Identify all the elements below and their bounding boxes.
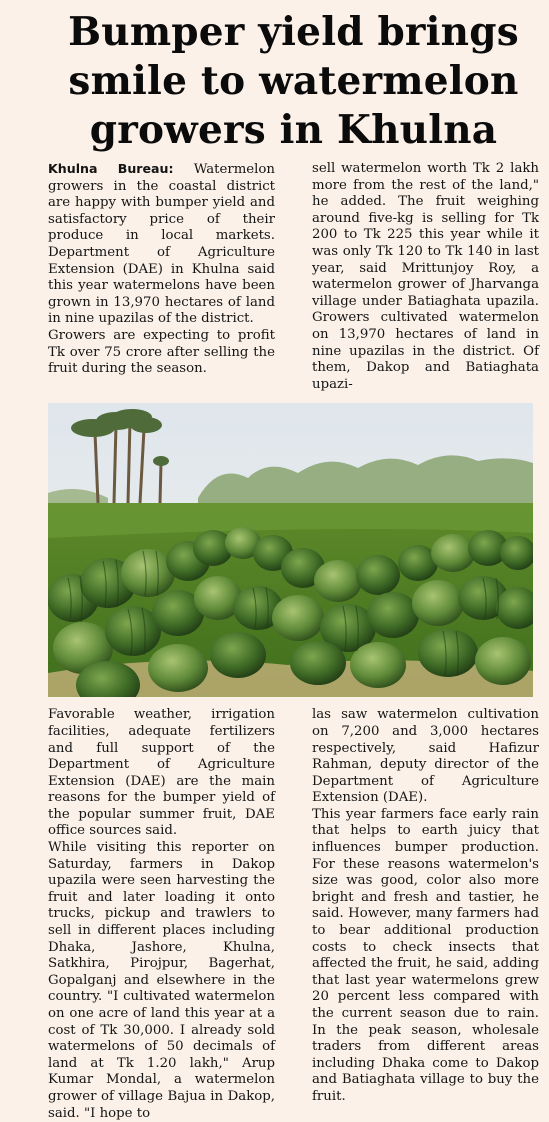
top-columns xyxy=(48,161,539,393)
bottom-right-paragraph-2: This year farmers face early rain that helps to earth juicy that influences bumper production. For these reasons watermelon's size was good, color also more bright and fresh and tastier, he said. However, many farmers had to bear additional production costs to check insects that affected the fruit, he said, adding that last year watermelons grew 20 percent less compared with the current season due to rain. In the peak season, wholesale traders from different areas including Dhaka come to Dakop and Batiaghata village to buy the fruit. xyxy=(312,806,539,1104)
top-left-paragraph-1 xyxy=(48,161,275,328)
bottom-left-paragraph-2: While visiting this reporter on Saturday, farmers in Dakop upazila were seen harvesting the fruit and later loading it onto trucks, pickup and trawlers to sell in different places including Dhaka, Jashore, Khulna, Satkhira, Pirojpur, Bagerhat, Gopalganj and elsewhere in the country. "I cultivated watermelon on one acre of land this year at a cost of Tk 30,000. I already sold watermelons of 50 decimals of land at Tk 1.20 lakh," Arup Kumar Mondal, a watermelon grower of village Bajua in Dakop, said. "I hope to xyxy=(48,840,275,1121)
photo-illustration xyxy=(48,403,533,697)
top-right-column xyxy=(312,161,539,393)
top-left-paragraph-2: Growers are expecting to profit Tk over 75 crore after selling the fruit during the season. xyxy=(48,327,275,377)
dateline: Khulna Bureau: xyxy=(48,161,174,176)
watermelon-field-photo xyxy=(48,403,533,697)
headline-line-2: smile to watermelon xyxy=(68,58,519,104)
headline xyxy=(48,8,539,155)
top-left-paragraph-1-text: Watermelon growers in the coastal district are happy with bumper yield and satisfactory price of their produce in local markets. Department of Agriculture Extension (DAE) in Khulna said this year watermelons have been grown in 13,970 hectares of land in nine upazilas of the district. xyxy=(48,162,275,327)
bottom-left-column xyxy=(48,707,275,1122)
bottom-columns xyxy=(48,707,539,1122)
headline-line-3: growers in Khulna xyxy=(89,107,498,153)
top-right-paragraph-1: sell watermelon worth Tk 2 lakh more from the rest of the land," he added. The fruit weighing around five-kg is selling for Tk 200 to Tk 225 this year while it was only Tk 120 to Tk 140 in last year, said Mrittunjoy Roy, a watermelon grower of Jharvanga village under Batiaghata upazila. Growers cultivated watermelon on 13,970 hectares of land in nine upazilas in the district. Of them, Dakop and Batiaghata upazi- xyxy=(312,161,539,392)
bottom-left-paragraph-1: Favorable weather, irrigation facilities, adequate fertilizers and full support of the Department of Agriculture Extension (DAE) are the main reasons for the bumper yield of the popular summer fruit, DAE office sources said. xyxy=(48,707,275,839)
headline-line-1: Bumper yield brings xyxy=(68,9,519,55)
bottom-right-paragraph-1: las saw watermelon cultivation on 7,200 and 3,000 hectares respectively, said Hafizur Rahman, deputy director of the Department of Agriculture Extension (DAE). xyxy=(312,707,539,806)
top-left-column xyxy=(48,161,275,393)
bottom-right-column xyxy=(312,707,539,1122)
